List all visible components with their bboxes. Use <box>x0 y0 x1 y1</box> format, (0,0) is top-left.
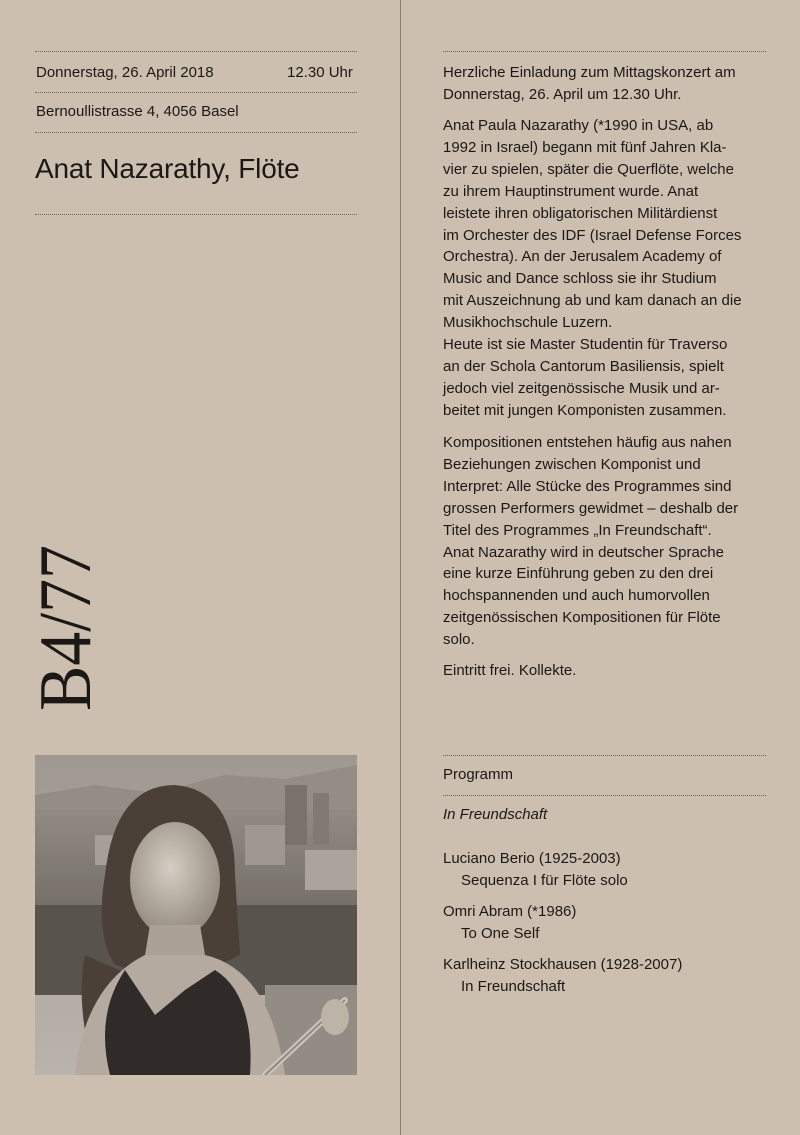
admission-note: Eintritt frei. Kollekte. <box>443 662 577 679</box>
program-description: Kompositionen entstehen häufig aus nahen Beziehungen zwischen Komponist und Interpret: Alle Stücke des Programmes sind grossen Performers gewidmet – deshalb der Titel des Programmes „In Freundschaft“. Anat Nazarathy wird in deutscher Sprache eine kurze Einführung geben zu den drei hochspannenden und auch humorvollen zeitgenössischen Kompositionen für Flöte solo. <box>443 434 739 649</box>
page-title: Anat Nazarathy, Flöte <box>35 153 300 184</box>
divider <box>35 92 357 93</box>
piece-work: To One Self <box>461 925 540 942</box>
event-date: Donnerstag, 26. April 2018 <box>36 64 214 81</box>
program-piece <box>443 901 576 945</box>
logo <box>14 530 174 715</box>
divider <box>443 51 766 52</box>
fold-line <box>400 0 401 1135</box>
event-address: Bernoullistrasse 4, 4056 Basel <box>36 103 239 120</box>
divider <box>35 214 357 215</box>
programm-heading: Programm <box>443 766 514 783</box>
intro-text: Herzliche Einladung zum Mittagskonzert am Donnerstag, 26. April um 12.30 Uhr. <box>443 64 736 103</box>
program-piece <box>443 848 628 892</box>
piece-composer: Luciano Berio (1925-2003) <box>443 850 621 867</box>
event-time: 12.30 Uhr <box>287 64 353 81</box>
divider <box>35 132 357 133</box>
piece-composer: Omri Abram (*1986) <box>443 903 577 920</box>
divider <box>443 755 766 756</box>
piece-composer: Karlheinz Stockhausen (1928-2007) <box>443 956 683 973</box>
programm-subtitle: In Freundschaft <box>443 806 548 823</box>
logo-text: B4/77 <box>25 530 107 711</box>
piece-work: Sequenza I für Flöte solo <box>461 872 628 889</box>
program-piece <box>443 954 682 998</box>
bio-text: Anat Paula Nazarathy (*1990 in USA, ab 1992 in Israel) begann mit fünf Jahren Kla- vier zu spielen, später die Querflöte, welche zu ihrem Hauptinstrument wurde. Anat leistete ihren obligatorischen Militärdienst im Orchester des IDF (Israel Defense Forces Orchestra). An der Jerusalem Academy of Music and Dance schloss sie ihr Studium mit Auszeichnung ab und kam danach an die Musikhochschule Luzern. Heute ist sie Master Studentin für Traverso an der Schola Cantorum Basiliensis, spielt jedoch viel zeitgenössische Musik und ar- beitet mit jungen Komponisten zusammen. <box>443 117 742 419</box>
divider <box>35 51 357 52</box>
piece-work: In Freundschaft <box>461 978 566 995</box>
divider <box>443 795 766 796</box>
portrait-photo <box>35 755 357 1075</box>
